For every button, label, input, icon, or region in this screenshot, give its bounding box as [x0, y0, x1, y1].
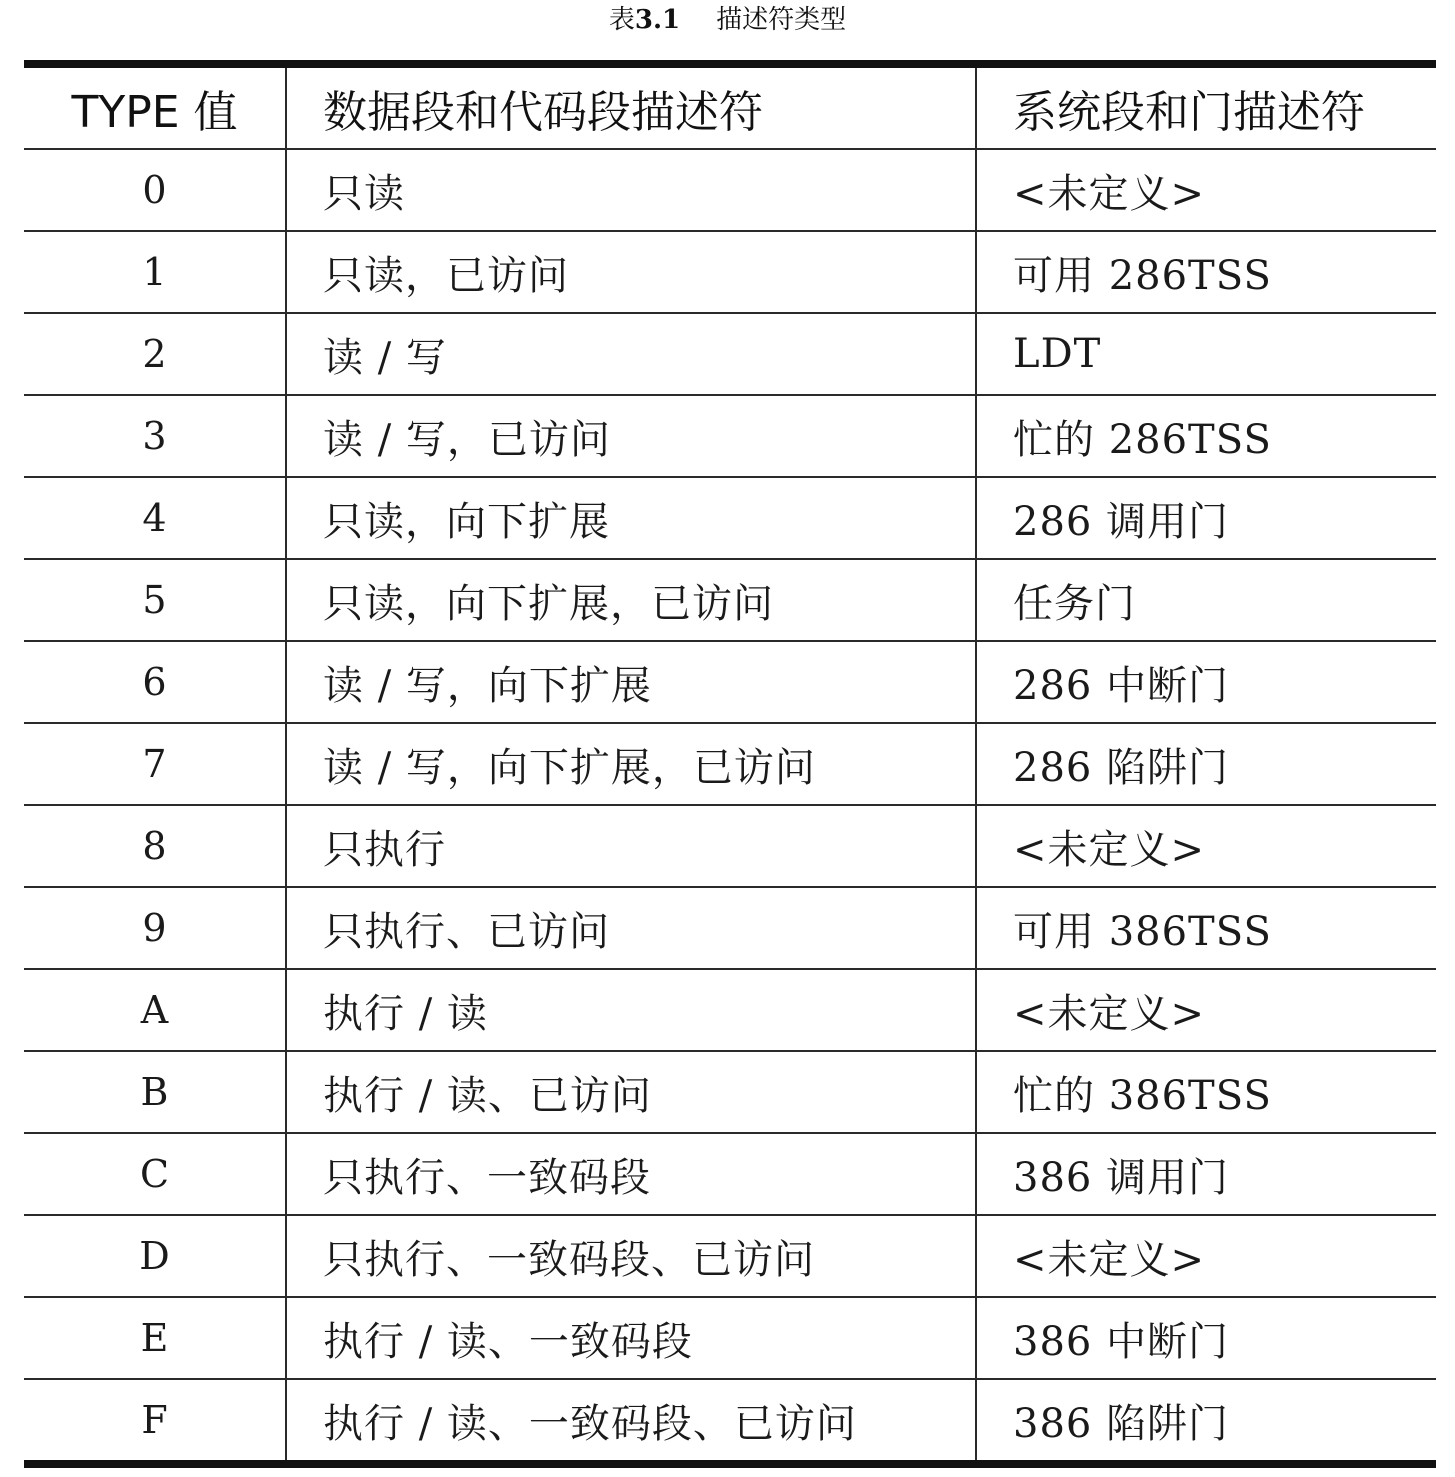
cell-type-value: 0: [24, 149, 286, 231]
cell-data-code-descriptor: 只执行、一致码段、已访问: [286, 1215, 976, 1297]
cell-system-gate-descriptor: 可用 286TSS: [976, 231, 1436, 313]
table-row: [24, 1379, 1436, 1464]
header-type-value: TYPE 值: [24, 64, 286, 149]
cell-type-value: 2: [24, 313, 286, 395]
cell-data-code-descriptor: 只执行、一致码段: [286, 1133, 976, 1215]
table-caption: [0, 0, 1455, 40]
cell-type-value: 6: [24, 641, 286, 723]
cell-data-code-descriptor: 读 / 写，已访问: [286, 395, 976, 477]
cell-type-value: 9: [24, 887, 286, 969]
table-row: [24, 805, 1436, 887]
cell-data-code-descriptor: 执行 / 读、已访问: [286, 1051, 976, 1133]
cell-data-code-descriptor: 读 / 写: [286, 313, 976, 395]
cell-system-gate-descriptor: 286 调用门: [976, 477, 1436, 559]
cell-system-gate-descriptor: LDT: [976, 313, 1436, 395]
cell-type-value: 3: [24, 395, 286, 477]
cell-system-gate-descriptor: 任务门: [976, 559, 1436, 641]
cell-type-value: 4: [24, 477, 286, 559]
cell-system-gate-descriptor: <未定义>: [976, 969, 1436, 1051]
cell-type-value: D: [24, 1215, 286, 1297]
table-row: [24, 559, 1436, 641]
cell-system-gate-descriptor: 忙的 286TSS: [976, 395, 1436, 477]
caption-number: 3.1: [634, 5, 681, 35]
table-row: [24, 1297, 1436, 1379]
cell-type-value: B: [24, 1051, 286, 1133]
cell-data-code-descriptor: 执行 / 读、一致码段、已访问: [286, 1379, 976, 1464]
cell-type-value: F: [141, 1398, 168, 1442]
table-row: [24, 477, 1436, 559]
cell-type-value: 5: [24, 559, 286, 641]
cell-system-gate-descriptor: 386 陷阱门: [976, 1379, 1436, 1464]
descriptor-type-table-wrapper: [24, 60, 1436, 1468]
table-row: [24, 1133, 1436, 1215]
cell-data-code-descriptor: 只读: [286, 149, 976, 231]
cell-system-gate-descriptor: 386 中断门: [976, 1297, 1436, 1379]
table-row: [24, 1215, 1436, 1297]
table-row: [24, 149, 1436, 231]
table-body: [24, 149, 1436, 1464]
table-row: [24, 395, 1436, 477]
cell-system-gate-descriptor: 386 调用门: [976, 1133, 1436, 1215]
cell-data-code-descriptor: 只读，向下扩展，已访问: [286, 559, 976, 641]
cell-system-gate-descriptor: 可用 386TSS: [976, 887, 1436, 969]
cell-type-value: 7: [24, 723, 286, 805]
cell-data-code-descriptor: 读 / 写，向下扩展，已访问: [286, 723, 976, 805]
table-row: [24, 887, 1436, 969]
cell-data-code-descriptor: 读 / 写，向下扩展: [286, 641, 976, 723]
cell-data-code-descriptor: 只读，向下扩展: [286, 477, 976, 559]
table-row: [24, 313, 1436, 395]
cell-data-code-descriptor: 只读，已访问: [286, 231, 976, 313]
cell-type-value: 8: [24, 805, 286, 887]
table-row: [24, 723, 1436, 805]
cell-type-value: A: [24, 969, 286, 1051]
cell-data-code-descriptor: 执行 / 读: [286, 969, 976, 1051]
cell-system-gate-descriptor: <未定义>: [976, 149, 1436, 231]
table-row: [24, 231, 1436, 313]
cell-data-code-descriptor: 只执行、已访问: [286, 887, 976, 969]
table-row: [24, 1051, 1436, 1133]
cell-system-gate-descriptor: 286 陷阱门: [976, 723, 1436, 805]
header-system-gate-descriptor: 系统段和门描述符: [976, 64, 1436, 149]
header-data-code-descriptor: 数据段和代码段描述符: [286, 64, 976, 149]
cell-type-value: E: [24, 1297, 286, 1379]
cell-system-gate-descriptor: <未定义>: [976, 1215, 1436, 1297]
cell-system-gate-descriptor: 286 中断门: [976, 641, 1436, 723]
caption-title: 描述符类型: [716, 5, 847, 35]
table-row: [24, 969, 1436, 1051]
cell-type-value: 1: [24, 231, 286, 313]
cell-type-value: C: [24, 1133, 286, 1215]
caption-prefix: 表: [608, 5, 635, 35]
table-header-row: [24, 64, 1436, 149]
cell-system-gate-descriptor: <未定义>: [976, 805, 1436, 887]
cell-system-gate-descriptor: 忙的 386TSS: [976, 1051, 1436, 1133]
descriptor-type-table: [24, 60, 1436, 1468]
cell-data-code-descriptor: 只执行: [286, 805, 976, 887]
table-row: [24, 641, 1436, 723]
cell-data-code-descriptor: 执行 / 读、一致码段: [286, 1297, 976, 1379]
